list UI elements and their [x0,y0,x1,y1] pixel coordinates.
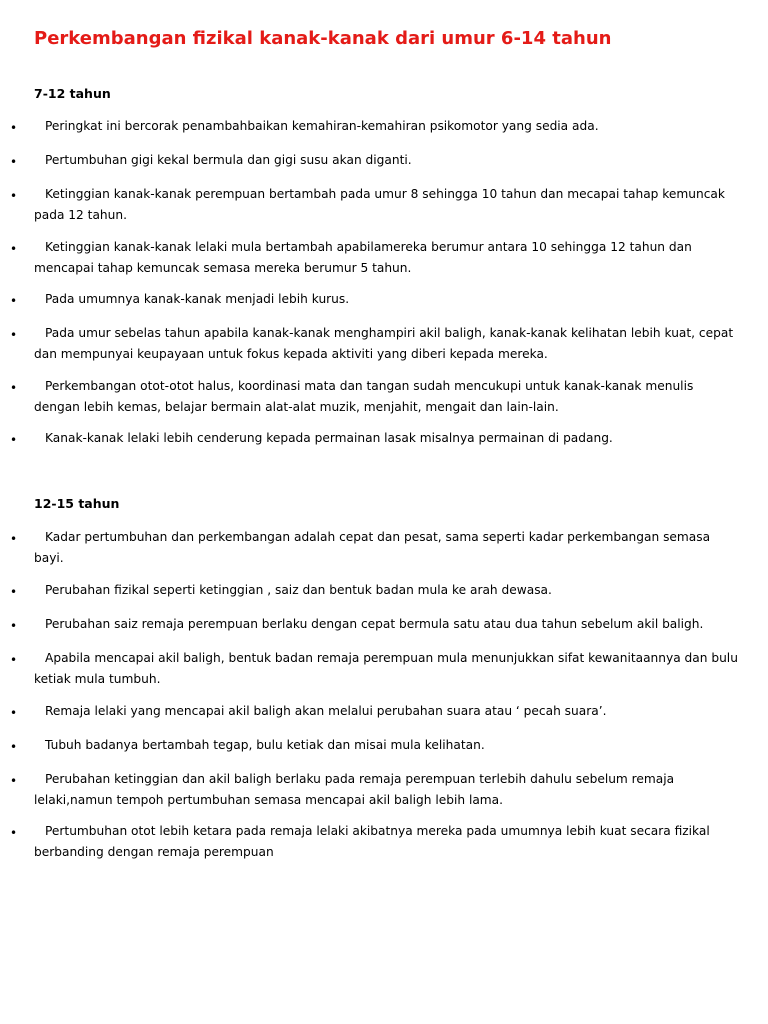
bullet-icon: • [10,532,18,546]
bullet-icon: • [10,242,18,256]
bullet-icon: • [10,619,18,633]
bullet-icon: • [10,328,18,342]
bullet-icon: • [10,706,18,720]
section-heading-12-15: 12-15 tahun [34,496,120,511]
bullet-icon: • [10,774,18,788]
bullet-icon: • [10,189,18,203]
bullet-icon: • [10,433,18,447]
bullet-icon: • [10,294,18,308]
list-item-text: Ketinggian kanak-kanak perempuan bertambah pada umur 8 sehingga 10 tahun dan mecapai tahap kemuncak pada 12 tahun. [34,187,725,222]
list-item-text: Kadar pertumbuhan dan perkembangan adalah cepat dan pesat, sama seperti kadar perkembangan semasa bayi. [34,530,711,565]
bullet-icon: • [10,740,18,754]
list-item-text: Apabila mencapai akil baligh, bentuk badan remaja perempuan mula menunjukkan sifat kewanitaannya dan bulu ketiak mula tumbuh. [34,651,738,686]
list-item-text: Perubahan fizikal seperti ketinggian , saiz dan bentuk badan mula ke arah dewasa. [45,583,552,597]
list-item-text: Kanak-kanak lelaki lebih cenderung kepada permainan lasak misalnya permainan di padang. [45,431,613,445]
list-item-text: Ketinggian kanak-kanak lelaki mula bertambah apabilamereka berumur antara 10 sehingga 12 tahun dan mencapai tahap kemuncak semasa mereka berumur 5 tahun. [34,240,692,275]
list-item-text: Perubahan saiz remaja perempuan berlaku dengan cepat bermula satu atau dua tahun sebelum akil baligh. [45,617,704,631]
list-item-text: Pertumbuhan otot lebih ketara pada remaja lelaki akibatnya mereka pada umumnya lebih kuat secara fizikal berbanding dengan remaja perempuan [34,824,710,859]
list-item-text: Pada umur sebelas tahun apabila kanak-kanak menghampiri akil baligh, kanak-kanak kelihatan lebih kuat, cepat dan mempunyai keupayaan untuk fokus kepada aktiviti yang diberi kepada mereka. [34,326,734,361]
list-item-text: Peringkat ini bercorak penambahbaikan kemahiran-kemahiran psikomotor yang sedia ada. [45,119,599,133]
bullet-icon: • [10,155,18,169]
list-item-text: Pada umumnya kanak-kanak menjadi lebih kurus. [45,292,350,306]
list-item-text: Pertumbuhan gigi kekal bermula dan gigi susu akan diganti. [45,153,412,167]
bullet-icon: • [10,826,18,840]
bullet-icon: • [10,653,18,667]
list-item-text: Remaja lelaki yang mencapai akil baligh akan melalui perubahan suara atau ‘ pecah suara’. [45,704,607,718]
list-item-text: Perkembangan otot-otot halus, koordinasi mata dan tangan sudah mencukupi untuk kanak-kanak menulis dengan lebih kemas, belajar bermain alat-alat muzik, menjahit, mengait dan lain-lain. [34,379,694,414]
list-item-text: Tubuh badanya bertambah tegap, bulu ketiak dan misai mula kelihatan. [45,738,485,752]
section-heading-7-12: 7-12 tahun [34,86,111,101]
bullet-icon: • [10,381,18,395]
list-item-text: Perubahan ketinggian dan akil baligh berlaku pada remaja perempuan terlebih dahulu sebelum remaja lelaki,namun tempoh pertumbuhan semasa mencapai akil baligh lebih lama. [34,772,675,807]
bullet-icon: • [10,121,18,135]
bullet-icon: • [10,585,18,599]
page-title: Perkembangan fizikal kanak-kanak dari umur 6-14 tahun [34,28,612,49]
